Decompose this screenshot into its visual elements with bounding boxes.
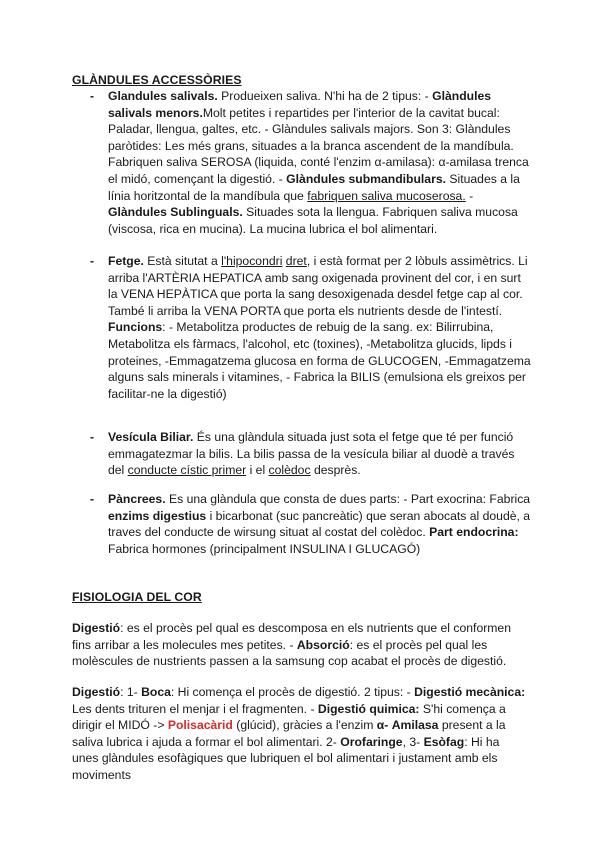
text-run: Està situtat a — [143, 254, 222, 268]
text-run: : 1- — [120, 685, 142, 699]
text-run: : Hi ha unes glàndules esofàgiques que lubriquen el bol alimentari i justament amb els moviments — [72, 734, 500, 782]
text-run: Les dents trituren el menjar i el fragmenten. - — [72, 701, 318, 716]
text-run: desprès. — [310, 463, 361, 478]
bold-text: Digestió — [72, 621, 121, 635]
bold-text: Esòfag — [423, 734, 465, 749]
paragraph-digestion-stages — [72, 684, 528, 784]
bold-text: Fetge. — [108, 254, 144, 268]
text-run: S'hi comença a dirigir el MIDÓ -> — [72, 701, 506, 733]
bold-text: enzims digestius — [108, 508, 207, 523]
bold-text: Orofaringe — [340, 734, 403, 749]
underlined-text: fabriquen saliva mucoserosa. — [307, 188, 466, 203]
bold-text: Glandules salivals. — [108, 89, 218, 103]
underlined-text: colèdoc — [268, 463, 311, 478]
list-item-gallbladder — [108, 429, 533, 479]
bold-text: Digestió mecànica: — [414, 685, 526, 699]
text-run: Situades a la línia horitzontal de la mandíbula que — [108, 171, 520, 203]
bold-text: Vesícula Biliar. — [108, 430, 194, 444]
bullet-dash: - — [90, 430, 95, 444]
bold-text: Part endocrina: — [429, 525, 519, 540]
section-heading-heart-physiology: FISIOLOGIA DEL COR — [72, 590, 202, 604]
text-run: : es el procès pel qual es descomposa en els nutrients que el conformen fins arribar a les molecules mes petites. - — [72, 621, 511, 652]
text-run: Es una glàndula que consta de dues parts: - Part exocrina: Fabrica — [165, 492, 531, 506]
underlined-text: conducte cístic primer — [127, 463, 247, 478]
text-run: : - Metabolitza productes de rebuig de la sang. ex: Bilirrubina, Metabolitza els fàrmacs, l'alcohol, etc (toxines), -Metabolitza glucids, lipds i proteines, -Emmagatzema glucosa en forma de GLUCOGEN, -Emmagatzema alguns sals minerals i vitamines, - Fabrica la BILIS (emulsiona els greixos per facilitar-ne la digestió) — [108, 320, 531, 401]
paragraph-digestion-definition — [72, 620, 528, 670]
text-run: (glúcid), gràcies a l'enzim — [232, 718, 377, 733]
underlined-text: dret — [285, 254, 307, 268]
section-heading-accessory-glands: GLÀNDULES ACCESSÒRIES — [72, 73, 242, 87]
bullet-dash: - — [90, 254, 95, 268]
list-item-liver — [108, 253, 533, 402]
underlined-text: l'hipocondri — [221, 254, 283, 268]
text-run: : Hi comença el procès de digestió. 2 tipus: - — [170, 685, 415, 699]
bold-text: Glàndules salivals menors. — [108, 89, 492, 120]
text-run: Fabrica hormones (principalment INSULINA I GLUCAGÓ) — [108, 541, 421, 556]
bold-text: Boca — [141, 685, 171, 699]
bold-text: Glàndules submandibulars. — [286, 171, 446, 186]
bullet-dash: - — [90, 89, 95, 103]
text-run: És una glàndula situada just sota el fetge que té per funció emmagatezmar la bilis. La bilis passa de la vesícula biliar al duodè a través del — [108, 430, 515, 478]
list-item-pancreas — [108, 491, 533, 557]
text-run: - — [465, 188, 474, 203]
text-run: : es el procès pel qual les molèscules de nustrients passen a la samsung cop acabat el procès de digestió. — [72, 637, 507, 669]
highlight-text: Polisacàrid — [167, 718, 233, 733]
text-run: i bicarbonat (suc pancreàtic) que seran abocats al doudè, a traves del conducte de wirsung situat al costat del colèdoc. — [108, 508, 531, 540]
text-run: , i està format per 2 lòbuls assimètrics. Li arriba l'ARTÈRIA HEPATICA amb sang oxigenada provinent del cor, i en surt la VENA HEPÀTICA que porta la sang desoxigenada desdel fetge cap al cor. També li arriba la VENA PORTA que porta els nutrients desde de l'intestí. — [108, 254, 528, 318]
bold-text: Glàndules Sublinguals. — [108, 205, 243, 220]
bullet-dash: - — [90, 492, 95, 506]
text-run: i el — [246, 463, 269, 478]
text-run: present a la saliva lubrica i ajuda a formar el bol alimentari. 2- — [72, 718, 506, 749]
text-run: Situades sota la llengua. Fabriquen saliva mucosa (viscosa, rica en mucina). La mucina lubrica el bol alimentari. — [108, 205, 518, 236]
text-run: Molt petites i repartides per l'interior de la cavitat bucal: Paladar, llengua, galtes, etc. - Glàndules salivals majors. Son 3: Glàndules paròtides: Les més grans, situades a la branca ascendent de la mandíbula. Fabriquen saliva SEROSA (liquida, conté l'enzim α-amilasa): α-amilasa trenca el midó, començant la digestió. - — [108, 105, 529, 186]
bold-text: α- Amilasa — [376, 718, 439, 733]
text-run: , 3- — [402, 734, 424, 749]
bold-text: Digestió — [72, 685, 121, 699]
bold-text: Digestió quimica: — [317, 701, 420, 716]
bold-text: Absorció — [296, 637, 350, 652]
bold-text: Funcions — [108, 320, 163, 335]
list-item-salivary-glands — [108, 88, 533, 237]
bold-text: Pàncrees. — [108, 492, 166, 506]
text-run: Produeixen saliva. N'hi ha de 2 tipus: - — [217, 89, 433, 103]
